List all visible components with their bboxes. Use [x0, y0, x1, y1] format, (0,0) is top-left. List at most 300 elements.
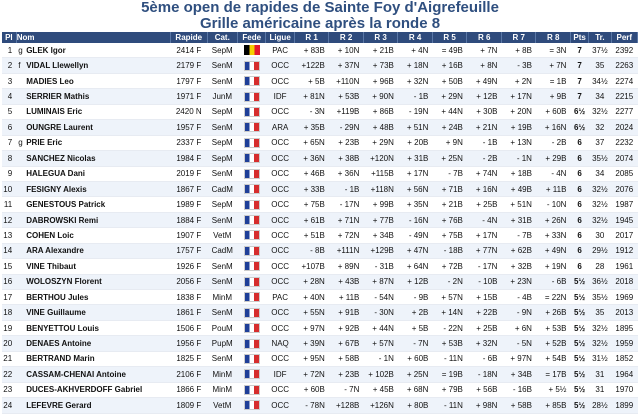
round-6-cell: - 4N — [467, 212, 502, 227]
federation-cell — [237, 382, 265, 397]
points-cell: 5½ — [570, 398, 588, 413]
table-row — [2, 181, 638, 196]
player-name-cell[interactable] — [16, 305, 170, 320]
category-cell: SepM — [207, 135, 237, 150]
round-8-cell: - 6B — [536, 274, 571, 289]
round-4-cell: + 60B — [398, 351, 433, 366]
round-3-cell: - 31B — [363, 259, 398, 274]
france-flag-icon — [244, 122, 260, 132]
belgium-flag-icon — [244, 45, 260, 55]
round-8-cell: + 60B — [536, 104, 571, 119]
rating-cell: 1809 F — [171, 398, 208, 413]
round-4-cell: + 17N — [398, 166, 433, 181]
rank-cell: 12 — [2, 212, 16, 227]
tiebreak-cell: 28½ — [589, 398, 611, 413]
player-title: g — [18, 45, 23, 55]
points-cell: 6 — [570, 228, 588, 243]
round-3-cell: + 44N — [363, 320, 398, 335]
player-name: FESIGNY Alexis — [26, 184, 87, 194]
round-2-cell: + 23B — [329, 367, 364, 382]
round-4-cell: + 80B — [398, 398, 433, 413]
player-name: OUNGRE Laurent — [26, 122, 93, 132]
table-row — [2, 58, 638, 73]
round-2-cell: + 67B — [329, 336, 364, 351]
tiebreak-cell: 31 — [589, 367, 611, 382]
rank-cell: 20 — [2, 336, 16, 351]
round-6-cell: - 18N — [467, 367, 502, 382]
column-header: Tr. — [589, 32, 611, 43]
round-7-cell: + 17N — [501, 89, 536, 104]
round-5-cell: - 11N — [432, 398, 467, 413]
league-cell: IDF — [266, 89, 294, 104]
rank-cell: 5 — [2, 104, 16, 119]
round-6-cell: + 74N — [467, 166, 502, 181]
rating-cell: 1861 F — [171, 305, 208, 320]
round-3-cell: + 21B — [363, 43, 398, 58]
category-cell: SenM — [207, 305, 237, 320]
player-name-cell[interactable] — [16, 398, 170, 413]
federation-cell — [237, 181, 265, 196]
performance-cell: 1912 — [611, 243, 637, 258]
round-7-cell: - 3B — [501, 58, 536, 73]
player-name-cell[interactable] — [16, 336, 170, 351]
tiebreak-cell: 36½ — [589, 274, 611, 289]
league-cell: OCC — [266, 58, 294, 73]
player-name-cell[interactable] — [16, 89, 170, 104]
rating-cell: 1957 F — [171, 120, 208, 135]
round-1-cell: +107B — [294, 259, 329, 274]
player-name: GENESTOUS Patrick — [26, 200, 106, 210]
league-cell: OCC — [266, 181, 294, 196]
round-1-cell: + 83B — [294, 43, 329, 58]
rating-cell: 1866 F — [171, 382, 208, 397]
rating-cell: 1506 F — [171, 320, 208, 335]
rank-cell: 19 — [2, 320, 16, 335]
france-flag-icon — [244, 92, 260, 102]
round-8-cell: + 26N — [536, 212, 571, 227]
round-3-cell: +118N — [363, 181, 398, 196]
federation-cell — [237, 73, 265, 88]
player-name-cell[interactable] — [16, 212, 170, 227]
rating-cell: 2106 F — [171, 367, 208, 382]
rating-cell: 1884 F — [171, 212, 208, 227]
player-name-cell[interactable] — [16, 120, 170, 135]
table-row — [2, 89, 638, 104]
round-3-cell: - 30N — [363, 305, 398, 320]
rank-cell: 18 — [2, 305, 16, 320]
column-header: R 5 — [432, 32, 467, 43]
league-cell: NAQ — [266, 336, 294, 351]
category-cell: MinM — [207, 367, 237, 382]
table-row — [2, 197, 638, 212]
round-4-cell: - 16N — [398, 212, 433, 227]
round-5-cell: + 79B — [432, 382, 467, 397]
round-4-cell: + 56N — [398, 181, 433, 196]
performance-cell: 1899 — [611, 398, 637, 413]
performance-cell: 1964 — [611, 367, 637, 382]
round-8-cell: - 4N — [536, 166, 571, 181]
player-name-cell[interactable] — [16, 135, 170, 150]
round-1-cell: + 5B — [294, 73, 329, 88]
league-cell: OCC — [266, 243, 294, 258]
round-4-cell: + 20B — [398, 135, 433, 150]
player-name: SERRIER Mathis — [26, 92, 90, 102]
points-cell: 6 — [570, 259, 588, 274]
points-cell: 6 — [570, 197, 588, 212]
round-8-cell: + 11B — [536, 181, 571, 196]
rank-cell: 24 — [2, 398, 16, 413]
player-name-cell[interactable] — [16, 290, 170, 305]
performance-cell: 2024 — [611, 120, 637, 135]
player-name-cell[interactable] — [16, 228, 170, 243]
round-1-cell: - 8B — [294, 243, 329, 258]
round-8-cell: + 85B — [536, 398, 571, 413]
round-2-cell: - 17N — [329, 197, 364, 212]
france-flag-icon — [244, 246, 260, 256]
round-1-cell: + 36N — [294, 151, 329, 166]
points-cell: 5½ — [570, 320, 588, 335]
round-7-cell: - 5N — [501, 336, 536, 351]
category-cell: VetM — [207, 228, 237, 243]
table-row — [2, 243, 638, 258]
player-name-cell[interactable] — [16, 367, 170, 382]
round-6-cell: + 25B — [467, 320, 502, 335]
france-flag-icon — [244, 308, 260, 318]
round-5-cell: - 11N — [432, 351, 467, 366]
france-flag-icon — [244, 354, 260, 364]
column-header: R 6 — [467, 32, 502, 43]
player-name-cell[interactable] — [16, 320, 170, 335]
round-4-cell: - 9B — [398, 290, 433, 305]
rank-cell: 6 — [2, 120, 16, 135]
table-row — [2, 228, 638, 243]
player-name-cell[interactable] — [16, 166, 170, 181]
round-5-cell: + 44N — [432, 104, 467, 119]
round-8-cell: = 3N — [536, 43, 571, 58]
rating-cell: 2414 F — [171, 43, 208, 58]
category-cell: JunM — [207, 89, 237, 104]
rank-cell: 16 — [2, 274, 16, 289]
player-name: LEFEVRE Gerard — [26, 400, 92, 410]
player-name: BENYETTOU Louis — [26, 323, 99, 333]
player-title: g — [18, 138, 23, 148]
tiebreak-cell: 32½ — [589, 320, 611, 335]
round-2-cell: + 58B — [329, 351, 364, 366]
performance-cell: 2232 — [611, 135, 637, 150]
round-7-cell: + 32B — [501, 259, 536, 274]
player-name: VIDAL Llewellyn — [26, 61, 89, 71]
league-cell: OCC — [266, 274, 294, 289]
category-cell: SenM — [207, 351, 237, 366]
round-1-cell: + 40N — [294, 290, 329, 305]
france-flag-icon — [244, 230, 260, 240]
federation-cell — [237, 320, 265, 335]
rank-cell: 21 — [2, 351, 16, 366]
category-cell: SenM — [207, 73, 237, 88]
points-cell: 7 — [570, 43, 588, 58]
player-name-cell[interactable] — [16, 151, 170, 166]
points-cell: 5½ — [570, 274, 588, 289]
round-3-cell: + 45B — [363, 382, 398, 397]
points-cell: 5½ — [570, 382, 588, 397]
points-cell: 6½ — [570, 120, 588, 135]
round-1-cell: +122B — [294, 58, 329, 73]
performance-cell: 1969 — [611, 290, 637, 305]
round-3-cell: - 54N — [363, 290, 398, 305]
france-flag-icon — [244, 277, 260, 287]
round-3-cell: + 96B — [363, 73, 398, 88]
performance-cell: 2215 — [611, 89, 637, 104]
points-cell: 6 — [570, 243, 588, 258]
performance-cell: 1970 — [611, 382, 637, 397]
tiebreak-cell: 34 — [589, 166, 611, 181]
federation-cell — [237, 104, 265, 119]
rank-cell: 17 — [2, 290, 16, 305]
points-cell: 7 — [570, 89, 588, 104]
player-name: GLEK Igor — [26, 45, 66, 55]
round-7-cell: + 13N — [501, 135, 536, 150]
round-1-cell: - 78N — [294, 398, 329, 413]
player-name: BERTHOU Jules — [26, 292, 89, 302]
rating-cell: 1825 F — [171, 351, 208, 366]
france-flag-icon — [244, 76, 260, 86]
round-8-cell: + 5½ — [536, 382, 571, 397]
round-1-cell: + 60B — [294, 382, 329, 397]
player-name-cell[interactable] — [16, 104, 170, 119]
table-row — [2, 259, 638, 274]
category-cell: MinM — [207, 382, 237, 397]
category-cell: SenM — [207, 212, 237, 227]
table-row — [2, 351, 638, 366]
column-header: R 4 — [398, 32, 433, 43]
round-2-cell: - 1B — [329, 181, 364, 196]
table-row — [2, 274, 638, 289]
round-5-cell: + 21B — [432, 197, 467, 212]
round-2-cell: + 43B — [329, 274, 364, 289]
player-name-cell[interactable] — [16, 58, 170, 73]
round-2-cell: + 38B — [329, 151, 364, 166]
player-name: BERTRAND Marin — [26, 354, 95, 364]
league-cell: OCC — [266, 398, 294, 413]
round-1-cell: + 72N — [294, 367, 329, 382]
round-8-cell: + 9B — [536, 89, 571, 104]
round-7-cell: + 97N — [501, 351, 536, 366]
player-name-cell[interactable] — [16, 181, 170, 196]
round-1-cell: + 33B — [294, 181, 329, 196]
performance-cell: 2277 — [611, 104, 637, 119]
tiebreak-cell: 32½ — [589, 212, 611, 227]
league-cell: PAC — [266, 290, 294, 305]
column-header: Fede — [237, 32, 265, 43]
category-cell: CadM — [207, 181, 237, 196]
france-flag-icon — [244, 323, 260, 333]
category-cell: SepM — [207, 151, 237, 166]
round-3-cell: + 48B — [363, 120, 398, 135]
round-7-cell: + 51N — [501, 197, 536, 212]
federation-cell — [237, 151, 265, 166]
round-2-cell: + 23B — [329, 135, 364, 150]
league-cell: OCC — [266, 259, 294, 274]
table-row — [2, 398, 638, 413]
category-cell: CadM — [207, 243, 237, 258]
round-6-cell: + 8N — [467, 58, 502, 73]
table-row — [2, 104, 638, 119]
title-line-1: 5ème open de rapides de Sainte Foy d'Aigrefeuille — [141, 0, 499, 16]
player-name-cell[interactable] — [16, 73, 170, 88]
rank-cell: 7 — [2, 135, 16, 150]
federation-cell — [237, 398, 265, 413]
rank-cell: 11 — [2, 197, 16, 212]
round-4-cell: + 2B — [398, 305, 433, 320]
rating-cell: 2420 N — [171, 104, 208, 119]
round-5-cell: + 14N — [432, 305, 467, 320]
tiebreak-cell: 35½ — [589, 290, 611, 305]
round-4-cell: + 32N — [398, 73, 433, 88]
federation-cell — [237, 166, 265, 181]
round-7-cell: + 34B — [501, 367, 536, 382]
round-3-cell: + 99B — [363, 197, 398, 212]
player-name: PRIE Eric — [26, 138, 63, 148]
category-cell: SenM — [207, 274, 237, 289]
performance-cell: 2017 — [611, 228, 637, 243]
round-7-cell: - 16B — [501, 382, 536, 397]
round-8-cell: = 17B — [536, 367, 571, 382]
points-cell: 5½ — [570, 305, 588, 320]
player-name-cell[interactable] — [16, 197, 170, 212]
round-7-cell: + 49B — [501, 181, 536, 196]
round-1-cell: + 75B — [294, 197, 329, 212]
rating-cell: 1984 F — [171, 151, 208, 166]
category-cell: PupM — [207, 336, 237, 351]
round-5-cell: - 2N — [432, 274, 467, 289]
table-row — [2, 367, 638, 382]
league-cell: PAC — [266, 43, 294, 58]
rating-cell: 1989 F — [171, 197, 208, 212]
round-2-cell: + 72N — [329, 228, 364, 243]
round-5-cell: = 19B — [432, 367, 467, 382]
round-1-cell: + 39N — [294, 336, 329, 351]
table-row — [2, 382, 638, 397]
column-header: R 1 — [294, 32, 329, 43]
round-4-cell: + 12B — [398, 274, 433, 289]
performance-cell: 1852 — [611, 351, 637, 366]
performance-cell: 1959 — [611, 336, 637, 351]
round-4-cell: + 25N — [398, 367, 433, 382]
points-cell: 5½ — [570, 351, 588, 366]
france-flag-icon — [244, 400, 260, 410]
round-2-cell: + 92B — [329, 320, 364, 335]
federation-cell — [237, 351, 265, 366]
round-3-cell: + 29N — [363, 135, 398, 150]
rank-cell: 1 — [2, 43, 16, 58]
performance-cell: 2074 — [611, 151, 637, 166]
tiebreak-cell: 35 — [589, 305, 611, 320]
round-2-cell: + 10N — [329, 43, 364, 58]
round-2-cell: - 7N — [329, 382, 364, 397]
round-4-cell: - 19N — [398, 104, 433, 119]
league-cell: OCC — [266, 73, 294, 88]
round-3-cell: - 1N — [363, 351, 398, 366]
round-1-cell: + 65N — [294, 135, 329, 150]
league-cell: OCC — [266, 197, 294, 212]
round-7-cell: + 62B — [501, 243, 536, 258]
player-name: WOLOSZYN Florent — [26, 277, 102, 287]
player-name-cell[interactable] — [16, 43, 170, 58]
player-name-cell[interactable] — [16, 274, 170, 289]
points-cell: 6½ — [570, 104, 588, 119]
round-5-cell: - 22N — [432, 320, 467, 335]
round-5-cell: - 7B — [432, 166, 467, 181]
rank-cell: 8 — [2, 151, 16, 166]
federation-cell — [237, 367, 265, 382]
federation-cell — [237, 274, 265, 289]
performance-cell: 1961 — [611, 259, 637, 274]
round-5-cell: - 18B — [432, 243, 467, 258]
tiebreak-cell: 30 — [589, 228, 611, 243]
tiebreak-cell: 32 — [589, 120, 611, 135]
round-2-cell: +128B — [329, 398, 364, 413]
round-6-cell: + 49N — [467, 73, 502, 88]
round-7-cell: - 1N — [501, 151, 536, 166]
federation-cell — [237, 58, 265, 73]
rank-cell: 13 — [2, 228, 16, 243]
round-8-cell: + 16N — [536, 120, 571, 135]
federation-cell — [237, 305, 265, 320]
round-7-cell: + 23N — [501, 274, 536, 289]
column-header: R 3 — [363, 32, 398, 43]
league-cell: OCC — [266, 151, 294, 166]
player-name-cell[interactable] — [16, 351, 170, 366]
player-name-cell[interactable] — [16, 259, 170, 274]
round-4-cell: - 1B — [398, 89, 433, 104]
round-1-cell: + 28N — [294, 274, 329, 289]
round-1-cell: + 35B — [294, 120, 329, 135]
round-2-cell: +110N — [329, 73, 364, 88]
round-6-cell: + 15B — [467, 290, 502, 305]
title-line-2: Grille américaine après la ronde 8 — [199, 15, 441, 32]
player-name-cell[interactable] — [16, 382, 170, 397]
column-header: Pts — [570, 32, 588, 43]
round-2-cell: + 11B — [329, 290, 364, 305]
round-5-cell: + 50B — [432, 73, 467, 88]
federation-cell — [237, 336, 265, 351]
round-7-cell: + 6N — [501, 320, 536, 335]
round-3-cell: + 87N — [363, 274, 398, 289]
table-row — [2, 305, 638, 320]
tiebreak-cell: 37½ — [589, 43, 611, 58]
table-row — [2, 212, 638, 227]
round-8-cell: + 26B — [536, 305, 571, 320]
points-cell: 5½ — [570, 367, 588, 382]
round-5-cell: + 9N — [432, 135, 467, 150]
round-3-cell: +126N — [363, 398, 398, 413]
league-cell: OCC — [266, 305, 294, 320]
round-8-cell: + 29B — [536, 151, 571, 166]
points-cell: 6 — [570, 181, 588, 196]
round-7-cell: + 58B — [501, 398, 536, 413]
france-flag-icon — [244, 292, 260, 302]
player-name-cell[interactable] — [16, 243, 170, 258]
round-6-cell: + 22B — [467, 305, 502, 320]
round-5-cell: + 75B — [432, 228, 467, 243]
league-cell: OCC — [266, 166, 294, 181]
round-1-cell: + 55N — [294, 305, 329, 320]
round-4-cell: + 64N — [398, 259, 433, 274]
round-5-cell: + 57N — [432, 290, 467, 305]
round-7-cell: + 8B — [501, 43, 536, 58]
round-7-cell: - 9N — [501, 305, 536, 320]
tiebreak-cell: 31½ — [589, 351, 611, 366]
